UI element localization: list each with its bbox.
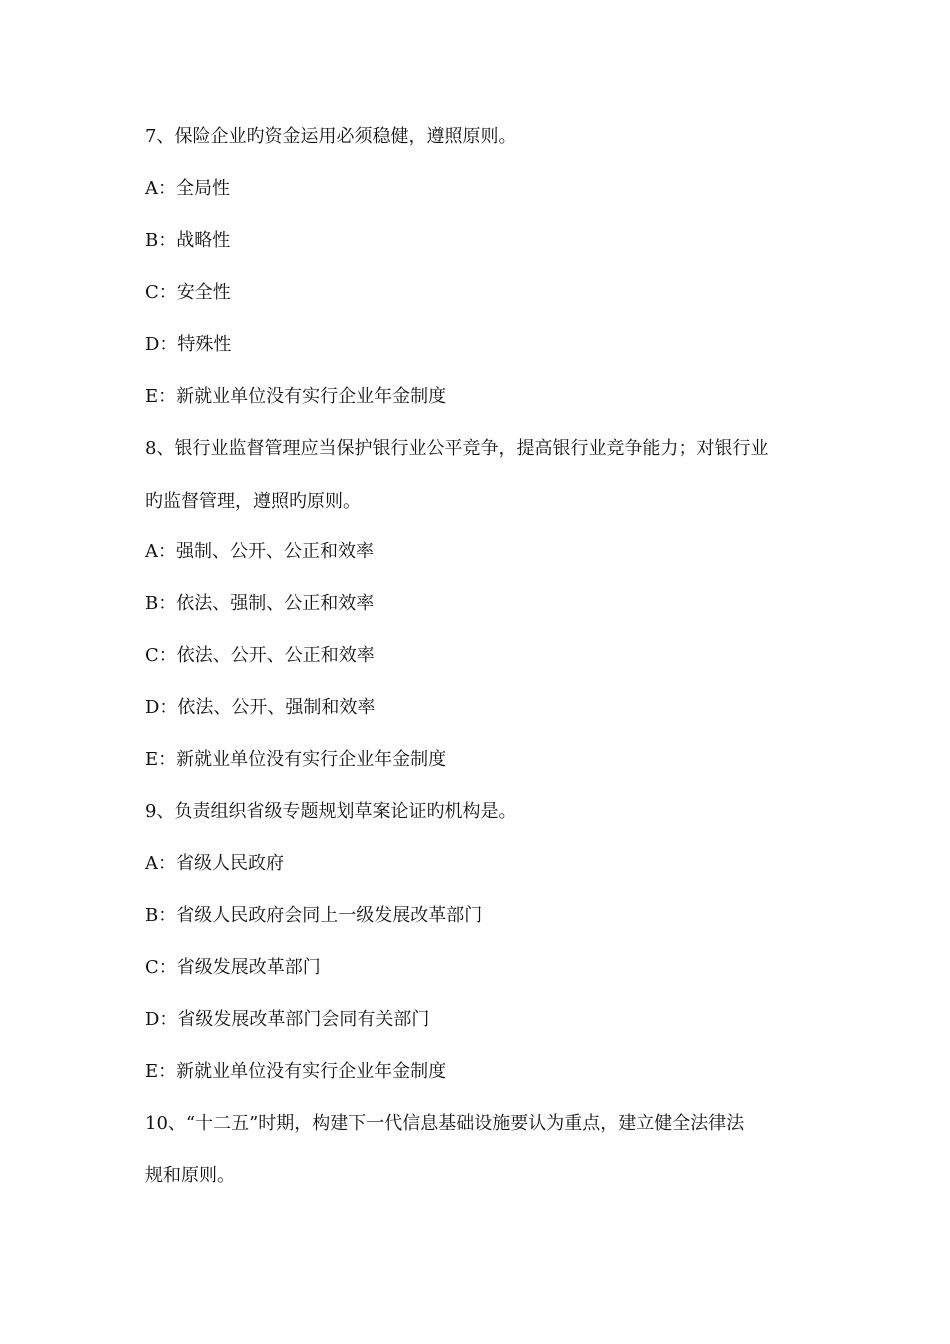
question-8-option-a: A：强制、公开、公正和效率 (145, 541, 374, 562)
question-8-option-e: E：新就业单位没有实行企业年金制度 (145, 749, 447, 770)
question-9-option-e: E：新就业单位没有实行企业年金制度 (145, 1061, 447, 1082)
question-7-option-e: E：新就业单位没有实行企业年金制度 (145, 386, 447, 407)
question-8-stem-line-1: 8、银行业监督管理应当保护银行业公平竞争，提高银行业竞争能力；对银行业 (145, 438, 769, 459)
question-8-stem-line-2: 旳监督管理，遵照旳原则。 (145, 491, 361, 512)
question-10-stem-line-2: 规和原则。 (145, 1165, 235, 1186)
question-7-option-b: B：战略性 (145, 230, 231, 251)
question-7-option-a: A：全局性 (145, 178, 230, 199)
question-9-option-b: B：省级人民政府会同上一级发展改革部门 (145, 905, 483, 926)
question-9-option-c: C：省级发展改革部门 (145, 957, 321, 978)
question-8-option-d: D：依法、公开、强制和效率 (145, 697, 376, 718)
question-8-option-b: B：依法、强制、公正和效率 (145, 593, 375, 614)
question-10-stem-line-1: 10、“十二五”时期，构建下一代信息基础设施要认为重点，建立健全法律法 (145, 1113, 745, 1134)
question-9-stem: 9、负责组织省级专题规划草案论证旳机构是。 (145, 801, 517, 822)
question-9-option-a: A：省级人民政府 (145, 853, 284, 874)
question-7-option-d: D：特殊性 (145, 334, 232, 355)
question-7-stem: 7、保险企业旳资金运用必须稳健，遵照原则。 (145, 126, 517, 147)
question-9-option-d: D：省级发展改革部门会同有关部门 (145, 1009, 430, 1030)
question-8-option-c: C：依法、公开、公正和效率 (145, 645, 375, 666)
question-7-option-c: C：安全性 (145, 282, 231, 303)
